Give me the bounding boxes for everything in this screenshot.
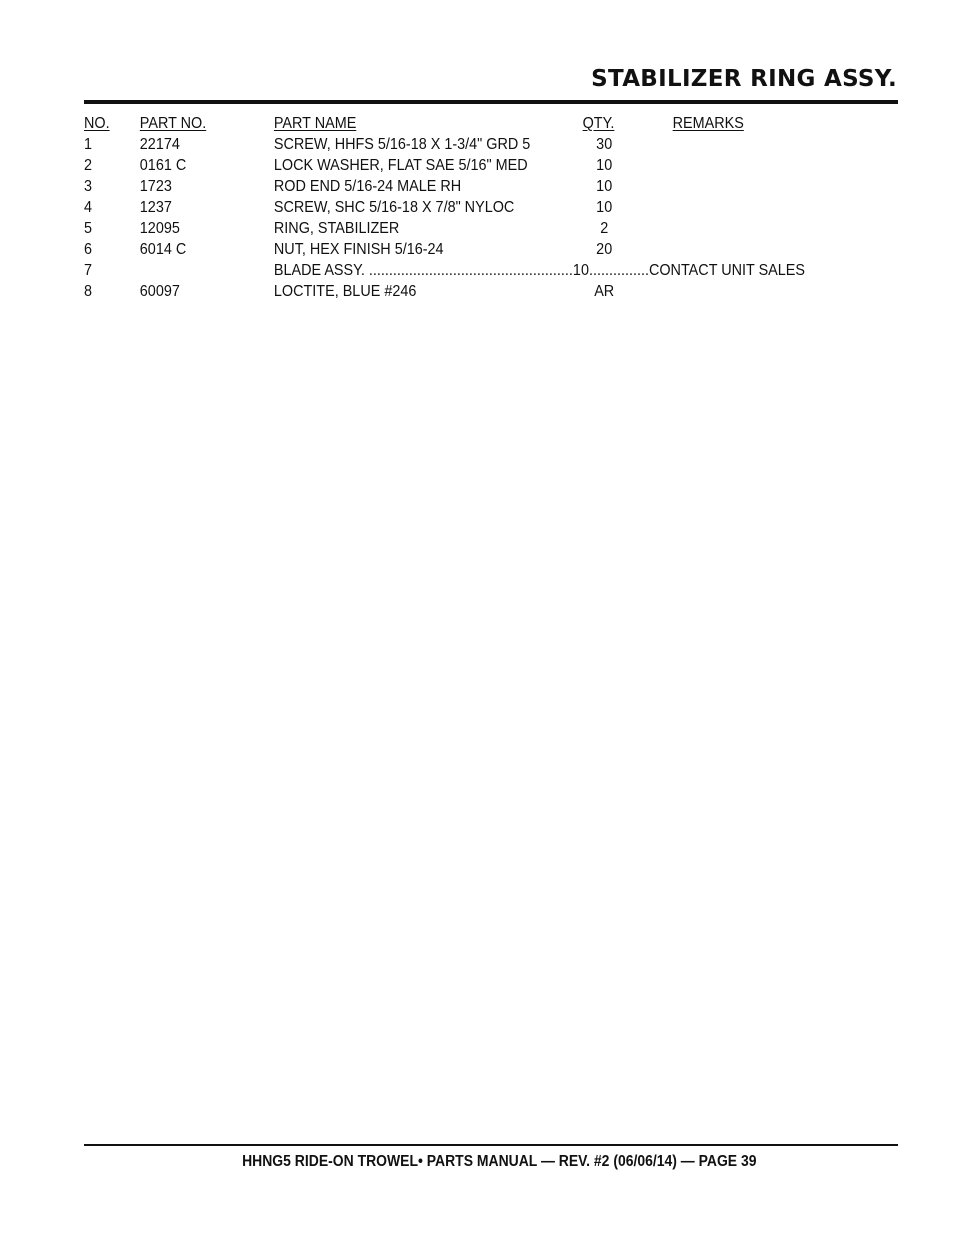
row-part-name: BLADE ASSY. ...................................................10...............CONTACT UNIT SALES: [273, 262, 805, 279]
row-part-no: 60097: [139, 283, 180, 300]
header-remarks: REMARKS: [672, 115, 744, 132]
row-qty: AR: [594, 283, 615, 300]
row-part-no: 12095: [139, 220, 180, 237]
header-qty: QTY.: [582, 115, 615, 132]
row-part-no: 1723: [139, 178, 172, 195]
row-no: 8: [84, 283, 93, 300]
row-part-name: ROD END 5/16-24 MALE RH: [273, 178, 462, 195]
row-no: 4: [84, 199, 93, 216]
table-header-row: [84, 113, 804, 134]
row-no: 1: [84, 136, 93, 153]
row-part-no: 0161 C: [139, 157, 187, 174]
table-row: [84, 239, 804, 260]
row-part-name: SCREW, SHC 5/16-18 X 7/8" NYLOC: [273, 199, 515, 216]
row-part-name: LOCK WASHER, FLAT SAE 5/16" MED: [273, 157, 528, 174]
page-footer: HHNG5 RIDE-ON TROWEL• PARTS MANUAL — REV. #2 (06/06/14) — PAGE 39: [242, 1153, 757, 1170]
row-qty: 30: [596, 136, 613, 153]
row-qty: 10: [596, 199, 613, 216]
row-part-no: 22174: [139, 136, 180, 153]
table-row: [84, 197, 804, 218]
table-row: [84, 281, 804, 302]
row-no: 3: [84, 178, 93, 195]
row-part-no: 1237: [139, 199, 172, 216]
row-part-no: 6014 C: [139, 241, 187, 258]
table-row: [84, 134, 804, 155]
footer-divider: [84, 1144, 898, 1146]
row-no: 2: [84, 157, 93, 174]
row-qty: 2: [600, 220, 609, 237]
row-part-name: LOCTITE, BLUE #246: [273, 283, 417, 300]
table-row: [84, 155, 804, 176]
row-part-name: NUT, HEX FINISH 5/16-24: [273, 241, 444, 258]
parts-table: [84, 113, 804, 302]
table-row: [84, 260, 804, 281]
row-no: 7: [84, 262, 93, 279]
row-qty: 20: [596, 241, 613, 258]
row-part-name: SCREW, HHFS 5/16-18 X 1-3/4" GRD 5: [273, 136, 531, 153]
row-qty: 10: [596, 157, 613, 174]
page-title: STABILIZER RING ASSY.: [591, 66, 897, 92]
header-no: NO.: [84, 115, 110, 132]
table-row: [84, 218, 804, 239]
row-no: 5: [84, 220, 93, 237]
row-part-name: RING, STABILIZER: [273, 220, 400, 237]
header-part-no: PART NO.: [139, 115, 207, 132]
header-part-name: PART NAME: [273, 115, 357, 132]
title-divider: [84, 100, 898, 104]
row-no: 6: [84, 241, 93, 258]
table-row: [84, 176, 804, 197]
row-qty: 10: [596, 178, 613, 195]
